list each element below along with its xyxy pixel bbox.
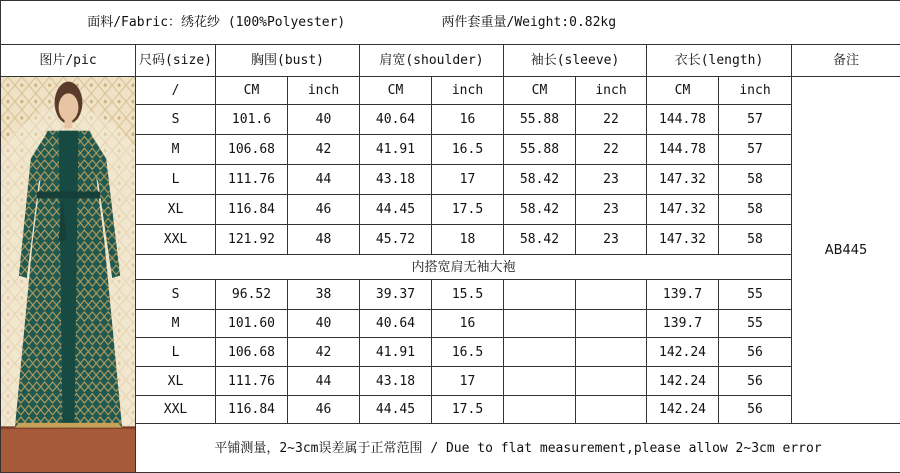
unit-length-cm: CM: [647, 77, 719, 105]
size-cell: XXL: [136, 225, 216, 255]
length-inch-cell: 56: [719, 396, 792, 424]
sleeve-inch-cell: 23: [576, 195, 647, 225]
bust-cm-cell: 111.76: [216, 367, 288, 396]
size-cell: S: [136, 105, 216, 135]
measurement-note: 平铺测量，2~3cm误差属于正常范围 / Due to flat measurement,please allow 2~3cm error: [136, 424, 900, 473]
shoulder-column-header: 肩宽(shoulder): [360, 45, 504, 77]
unit-bust-inch: inch: [288, 77, 360, 105]
unit-size: /: [136, 77, 216, 105]
length-cm-cell: 147.32: [647, 225, 719, 255]
sleeve-inch-cell: [576, 367, 647, 396]
bust-inch-cell: 38: [288, 280, 360, 310]
fabric-info: 面料/Fabric：绣花纱 (100%Polyester): [1, 1, 432, 45]
shoulder-inch-cell: 16: [432, 105, 504, 135]
length-cm-cell: 144.78: [647, 105, 719, 135]
sleeve-column-header: 袖长(sleeve): [504, 45, 647, 77]
sleeve-inch-cell: [576, 280, 647, 310]
bust-inch-cell: 46: [288, 195, 360, 225]
bust-inch-cell: 40: [288, 310, 360, 338]
sleeve-inch-cell: [576, 310, 647, 338]
size-cell: L: [136, 165, 216, 195]
unit-shoulder-cm: CM: [360, 77, 432, 105]
length-inch-cell: 58: [719, 225, 792, 255]
length-inch-cell: 56: [719, 367, 792, 396]
length-column-header: 衣长(length): [647, 45, 792, 77]
size-cell: S: [136, 280, 216, 310]
shoulder-cm-cell: 43.18: [360, 165, 432, 195]
bust-cm-cell: 96.52: [216, 280, 288, 310]
bust-inch-cell: 46: [288, 396, 360, 424]
sleeve-cm-cell: [504, 367, 576, 396]
shoulder-cm-cell: 41.91: [360, 135, 432, 165]
unit-bust-cm: CM: [216, 77, 288, 105]
size-cell: XL: [136, 195, 216, 225]
dress-model-image: [1, 77, 135, 472]
sleeve-cm-cell: 55.88: [504, 105, 576, 135]
bust-cm-cell: 121.92: [216, 225, 288, 255]
shoulder-cm-cell: 43.18: [360, 367, 432, 396]
sleeve-cm-cell: [504, 310, 576, 338]
length-inch-cell: 55: [719, 310, 792, 338]
pic-column-header: 图片/pic: [1, 45, 136, 77]
sleeve-cm-cell: 58.42: [504, 165, 576, 195]
sleeve-inch-cell: 23: [576, 225, 647, 255]
length-cm-cell: 144.78: [647, 135, 719, 165]
sleeve-inch-cell: 22: [576, 105, 647, 135]
shoulder-inch-cell: 15.5: [432, 280, 504, 310]
unit-shoulder-inch: inch: [432, 77, 504, 105]
length-cm-cell: 142.24: [647, 338, 719, 367]
bust-inch-cell: 42: [288, 338, 360, 367]
length-cm-cell: 139.7: [647, 280, 719, 310]
product-photo: [1, 77, 136, 473]
size-cell: L: [136, 338, 216, 367]
shoulder-inch-cell: 17.5: [432, 195, 504, 225]
length-cm-cell: 147.32: [647, 165, 719, 195]
shoulder-inch-cell: 17: [432, 367, 504, 396]
length-inch-cell: 58: [719, 165, 792, 195]
size-cell: M: [136, 135, 216, 165]
size-cell: XXL: [136, 396, 216, 424]
sku-code: AB445: [792, 77, 900, 424]
sleeve-cm-cell: [504, 280, 576, 310]
bust-column-header: 胸围(bust): [216, 45, 360, 77]
bust-cm-cell: 111.76: [216, 165, 288, 195]
sleeve-cm-cell: 58.42: [504, 195, 576, 225]
shoulder-inch-cell: 16: [432, 310, 504, 338]
length-inch-cell: 57: [719, 105, 792, 135]
inner-section-title: 内搭宽肩无袖大袍: [136, 255, 792, 280]
length-cm-cell: 142.24: [647, 367, 719, 396]
sleeve-inch-cell: [576, 396, 647, 424]
length-inch-cell: 57: [719, 135, 792, 165]
sleeve-cm-cell: [504, 338, 576, 367]
bust-cm-cell: 101.6: [216, 105, 288, 135]
shoulder-inch-cell: 17: [432, 165, 504, 195]
bust-cm-cell: 106.68: [216, 338, 288, 367]
unit-sleeve-cm: CM: [504, 77, 576, 105]
sleeve-inch-cell: 22: [576, 135, 647, 165]
shoulder-inch-cell: 16.5: [432, 338, 504, 367]
unit-sleeve-inch: inch: [576, 77, 647, 105]
sleeve-cm-cell: 55.88: [504, 135, 576, 165]
shoulder-cm-cell: 41.91: [360, 338, 432, 367]
length-inch-cell: 55: [719, 280, 792, 310]
shoulder-cm-cell: 45.72: [360, 225, 432, 255]
shoulder-cm-cell: 40.64: [360, 310, 432, 338]
size-cell: M: [136, 310, 216, 338]
shoulder-inch-cell: 18: [432, 225, 504, 255]
length-inch-cell: 56: [719, 338, 792, 367]
length-cm-cell: 142.24: [647, 396, 719, 424]
bust-cm-cell: 116.84: [216, 195, 288, 225]
bust-inch-cell: 48: [288, 225, 360, 255]
weight-info: 两件套重量/Weight:0.82kg: [432, 1, 900, 45]
bust-inch-cell: 44: [288, 367, 360, 396]
bust-inch-cell: 44: [288, 165, 360, 195]
length-inch-cell: 58: [719, 195, 792, 225]
bust-cm-cell: 116.84: [216, 396, 288, 424]
length-cm-cell: 147.32: [647, 195, 719, 225]
shoulder-cm-cell: 40.64: [360, 105, 432, 135]
bust-inch-cell: 42: [288, 135, 360, 165]
bust-inch-cell: 40: [288, 105, 360, 135]
remark-column-header: 备注: [792, 45, 900, 77]
length-cm-cell: 139.7: [647, 310, 719, 338]
size-column-header: 尺码(size): [136, 45, 216, 77]
shoulder-cm-cell: 44.45: [360, 396, 432, 424]
sleeve-cm-cell: 58.42: [504, 225, 576, 255]
shoulder-inch-cell: 16.5: [432, 135, 504, 165]
sleeve-cm-cell: [504, 396, 576, 424]
size-cell: XL: [136, 367, 216, 396]
shoulder-cm-cell: 39.37: [360, 280, 432, 310]
unit-length-inch: inch: [719, 77, 792, 105]
sleeve-inch-cell: 23: [576, 165, 647, 195]
shoulder-cm-cell: 44.45: [360, 195, 432, 225]
bust-cm-cell: 106.68: [216, 135, 288, 165]
shoulder-inch-cell: 17.5: [432, 396, 504, 424]
sleeve-inch-cell: [576, 338, 647, 367]
bust-cm-cell: 101.60: [216, 310, 288, 338]
